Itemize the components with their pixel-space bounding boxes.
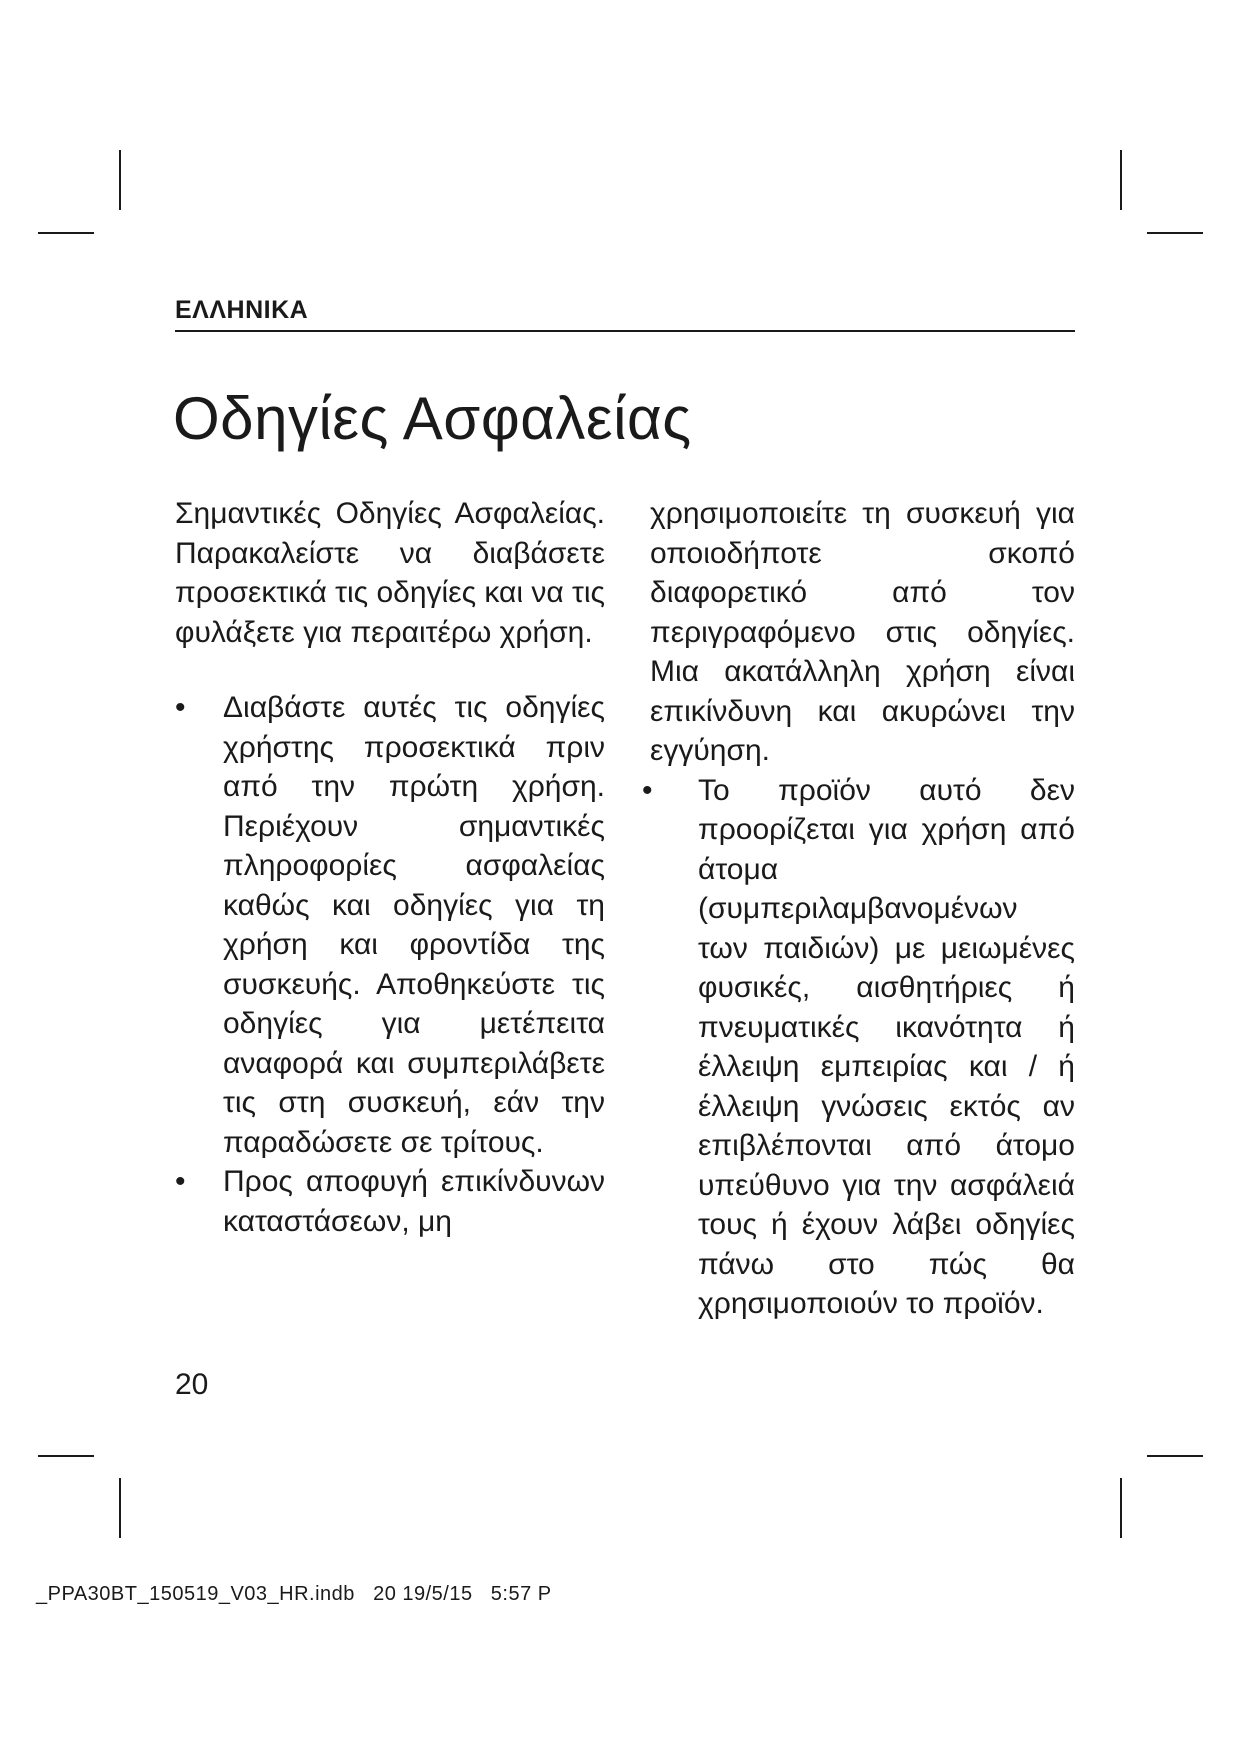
- crop-mark-bottom-right-vertical: [1120, 1478, 1122, 1538]
- crop-mark-top-right-horizontal: [1147, 232, 1203, 234]
- crop-mark-top-right-vertical: [1120, 150, 1122, 210]
- right-column: [642, 494, 1075, 1324]
- crop-mark-bottom-left-horizontal: [38, 1455, 94, 1457]
- crop-mark-bottom-right-horizontal: [1147, 1455, 1203, 1457]
- page-number: 20: [175, 1368, 209, 1401]
- crop-mark-top-left-vertical: [119, 150, 121, 210]
- crop-mark-bottom-left-vertical: [119, 1478, 121, 1538]
- header-rule: [175, 330, 1075, 332]
- bullet-text: Προς αποφυγή επικίνδυνων καταστάσεων, μη: [223, 1165, 605, 1238]
- bullet-marker: •: [175, 691, 186, 724]
- print-slug-footer: _PPA30BT_150519_V03_HR.indb 20 19/5/15 5:57 P: [36, 1583, 552, 1605]
- language-label: ΕΛΛΗΝΙΚΑ: [175, 296, 309, 324]
- bullet-text: Το προϊόν αυτό δεν προορίζεται για χρήση από άτομα (συμπεριλαμβανομένων των παιδιών) με μειωμένες φυσικές, αισθητήριες ή πνευματικές ικανότητα ή έλλειψη εμπειρίας και / ή έλλειψη γνώσεις εκτός αν επιβλέπονται από άτομο υπεύθυνο για την ασφάλειά τους ή έχουν λάβει οδηγίες πάνω στο πώς θα χρησιμοποιούν το προϊόν.: [698, 773, 1075, 1320]
- bullet-continuation: χρησιμοποιείτε τη συσκευή για οποιοδήποτε σκοπό διαφορετικό από τον περιγραφόμενο στις οδηγίες. Μια ακατάλληλη χρήση είναι επικίνδυνη και ακυρώνει την εγγύηση.: [650, 497, 1075, 767]
- left-column: [175, 494, 605, 1241]
- bullet-item: [642, 771, 1075, 1324]
- bullet-marker: •: [642, 773, 653, 807]
- crop-mark-top-left-horizontal: [38, 232, 94, 234]
- bullet-marker: •: [175, 1165, 186, 1198]
- bullet-item: [175, 688, 605, 1162]
- page-title: Οδηγίες Ασφαλείας: [173, 385, 692, 452]
- bullet-text: Διαβάστε αυτές τις οδηγίες χρήστης προσεκτικά πριν από την πρώτη χρήση. Περιέχουν σημαντικές πληροφορίες ασφαλείας καθώς και οδηγίες για τη χρήση και φροντίδα της συσκευής. Αποθηκεύστε τις οδηγίες για μετέπειτα αναφορά και συμπεριλάβετε τις στη συσκευή, εάν την παραδώσετε σε τρίτους.: [223, 691, 605, 1159]
- bullet-item: [175, 1162, 605, 1241]
- intro-paragraph: Σημαντικές Οδηγίες Ασφαλείας. Παρακαλείστε να διαβάσετε προσεκτικά τις οδηγίες και να τις φυλάξετε για περαιτέρω χρήση.: [175, 497, 606, 649]
